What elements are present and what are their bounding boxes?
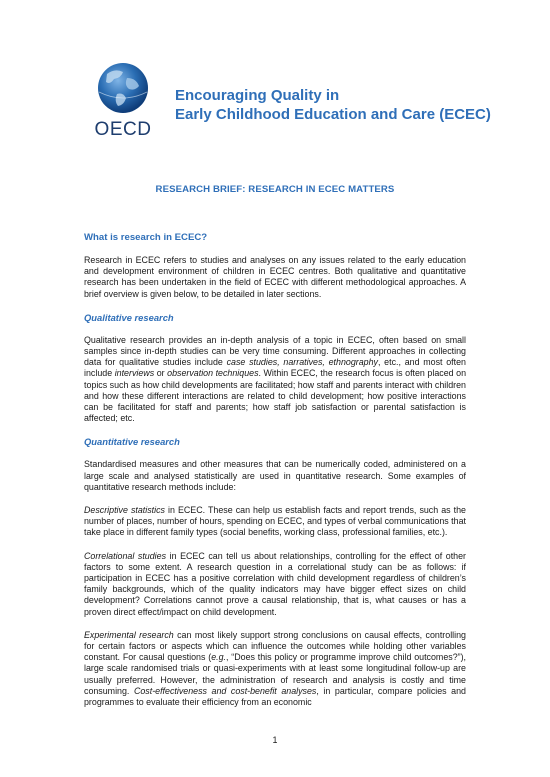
heading-quantitative-research: Quantitative research bbox=[84, 436, 180, 448]
text-run: . Within ECEC, the research focus is often placed on topics such as how child developments are facilitated; how staff and parents interact with children and how these different interactions are related to child development; how positive interactions can be facilitated for staff and parents; how staff job satisfaction or parental satisfaction is affected; etc. bbox=[84, 368, 467, 424]
page-number: 1 bbox=[272, 735, 278, 745]
heading-what-is-research: What is research in ECEC? bbox=[84, 232, 208, 243]
title-line-1: Encouraging Quality in bbox=[175, 87, 340, 104]
emphasis-run: Descriptive statistics bbox=[84, 505, 165, 516]
document-body bbox=[84, 232, 466, 720]
title-line-2: Early Childhood Education and Care (ECEC) bbox=[175, 106, 491, 123]
paragraph-descriptive-statistics bbox=[84, 505, 466, 539]
heading-qualitative-research: Qualitative research bbox=[84, 311, 174, 323]
paragraph-qualitative bbox=[84, 335, 466, 425]
text-run: or bbox=[154, 368, 168, 379]
paragraph-what-is-research: Research in ECEC refers to studies and analyses on any issues related to the early education and development environment of children in ECEC centres. Both qualitative and quantitative research has been undertaken in the field of ECEC with different methodological approaches. A brief overview is given below, to be detailed in later sections. bbox=[84, 255, 466, 299]
brief-title: RESEARCH BRIEF: RESEARCH IN ECEC MATTERS bbox=[155, 184, 395, 195]
emphasis-run: case studies, narratives, ethnography bbox=[226, 357, 378, 368]
oecd-logo bbox=[77, 60, 169, 142]
emphasis-run: Correlational studies bbox=[84, 550, 167, 561]
emphasis-run: e.g. bbox=[211, 652, 226, 663]
text-run: in ECEC can tell us about relationships, controlling for the effect of other factors to some extent. A research question in a correlational study can be as follows: if participation in ECEC has a positive correlation with child development regardless of children’s family backgrounds, which of the quality indicators may have bigger effect sizes on child development? Correlations cannot prove a causal relationship, that is, what causes or has a proven direct effect/impact on child development. bbox=[84, 550, 466, 617]
text-run: , in particular, compare policies and programmes to evaluate their efficiency from an economic bbox=[84, 685, 466, 708]
globe-icon bbox=[77, 60, 169, 142]
text-run: in ECEC. These can help us establish facts and report trends, such as the number of places, number of hours, spending on ECEC, and types of verbal communications that take place in different family types (social benefits, working class, professional families, etc.). bbox=[84, 505, 466, 538]
paragraph-correlational-studies bbox=[84, 551, 466, 618]
paragraph-quantitative-intro: Standardised measures and other measures that can be numerically coded, administered on a large scale and analysed statistically are used in quantitative research. Some examples of quantitative research methods include: bbox=[84, 459, 466, 492]
text-run: , “Does this policy or programme improve child outcomes?”), large scale randomised trials or quasi-experiments with at least some longitudinal follow-up are usually preferred. However, the administration of research and analysis is costly and time consuming. bbox=[84, 652, 467, 696]
emphasis-run: interviews bbox=[114, 368, 155, 379]
document-title bbox=[175, 86, 491, 124]
paragraph-experimental-research bbox=[84, 630, 466, 708]
text-run: can most likely support strong conclusions on causal effects, controlling for certain factors or aspects which can influence the outcomes while holding other variables constant. For causal questions ( bbox=[84, 629, 466, 663]
emphasis-run: Cost-effectiveness and cost-benefit analyses bbox=[133, 685, 317, 696]
oecd-wordmark: OECD bbox=[94, 119, 152, 140]
text-run: , etc., and most often include bbox=[84, 357, 466, 379]
emphasis-run: observation techniques bbox=[167, 368, 259, 379]
text-run: Qualitative research provides an in-depth analysis of a topic in ECEC, often based on small samples since in-depth studies can be very time consuming. Different approaches in collecting data for qualitative studies include bbox=[84, 334, 466, 368]
emphasis-run: Experimental research bbox=[84, 629, 174, 640]
